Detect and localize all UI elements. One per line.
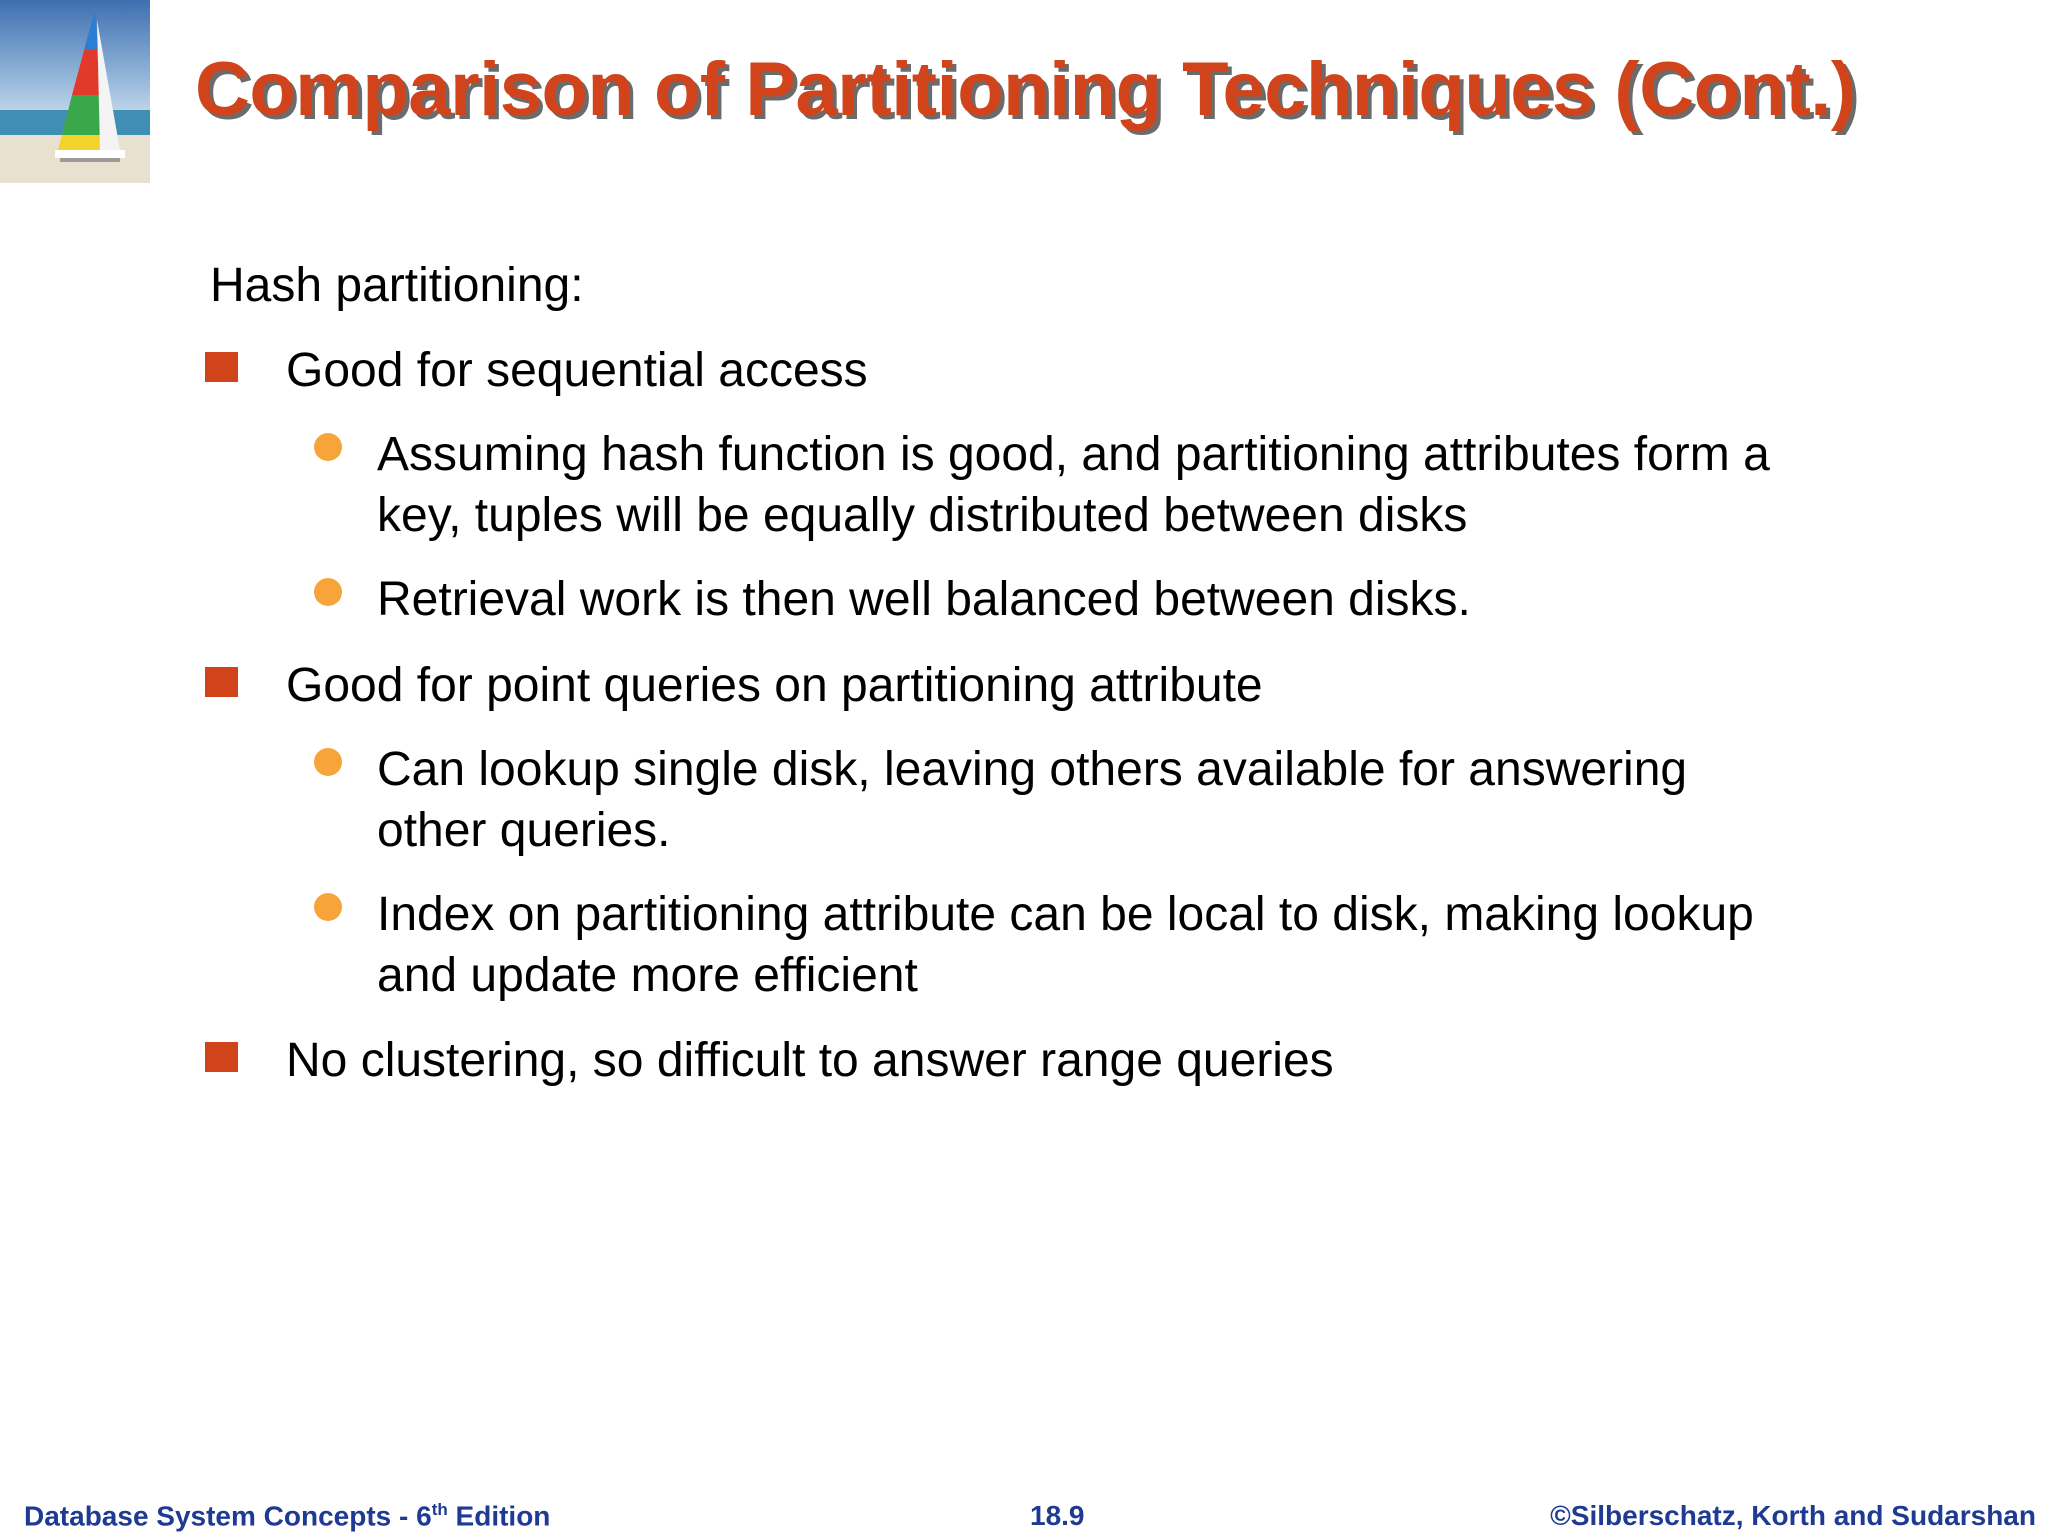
sub-point-line: Retrieval work is then well balanced between disks. xyxy=(377,573,1471,626)
sub-point-2-2 xyxy=(377,884,1754,1006)
dot-bullet xyxy=(314,578,342,606)
dot-bullet xyxy=(314,748,342,776)
sub-point-line: Index on partitioning attribute can be local to disk, making lookup xyxy=(377,888,1754,941)
sub-point-1-2 xyxy=(377,569,1471,630)
bullet-point-2: Good for point queries on partitioning attribute xyxy=(286,659,1263,712)
sub-point-line: Assuming hash function is good, and partitioning attributes form a xyxy=(377,428,1770,481)
square-bullet xyxy=(205,1042,238,1072)
sub-point-1-1 xyxy=(377,424,1770,546)
sub-point-2-1 xyxy=(377,739,1687,861)
intro-text: Hash partitioning: xyxy=(210,259,584,312)
sub-point-line: and update more efficient xyxy=(377,949,918,1002)
footer-copyright: ©Silberschatz, Korth and Sudarshan xyxy=(1550,1500,2036,1531)
sailboat-logo-image xyxy=(0,0,150,183)
footer-book-prefix: Database System Concepts - 6 xyxy=(24,1500,432,1532)
sub-point-line: Can lookup single disk, leaving others available for answering xyxy=(377,743,1688,796)
sub-point-line: other queries. xyxy=(377,804,671,857)
sub-point-line: key, tuples will be equally distributed between disks xyxy=(377,489,1468,542)
dot-bullet xyxy=(314,433,342,461)
footer-page-number: 18.9 xyxy=(1030,1500,1085,1531)
dot-bullet xyxy=(314,893,342,921)
slide-title: Comparison of Partitioning Techniques (Cont.) xyxy=(195,47,1856,132)
footer-book-title xyxy=(24,1500,550,1532)
square-bullet xyxy=(205,667,238,697)
footer-book-suffix: Edition xyxy=(447,1500,551,1532)
square-bullet xyxy=(205,352,238,382)
bullet-point-3: No clustering, so difficult to answer range queries xyxy=(286,1034,1334,1087)
bullet-point-1: Good for sequential access xyxy=(286,344,868,397)
footer-book-sup: th xyxy=(431,1500,448,1519)
